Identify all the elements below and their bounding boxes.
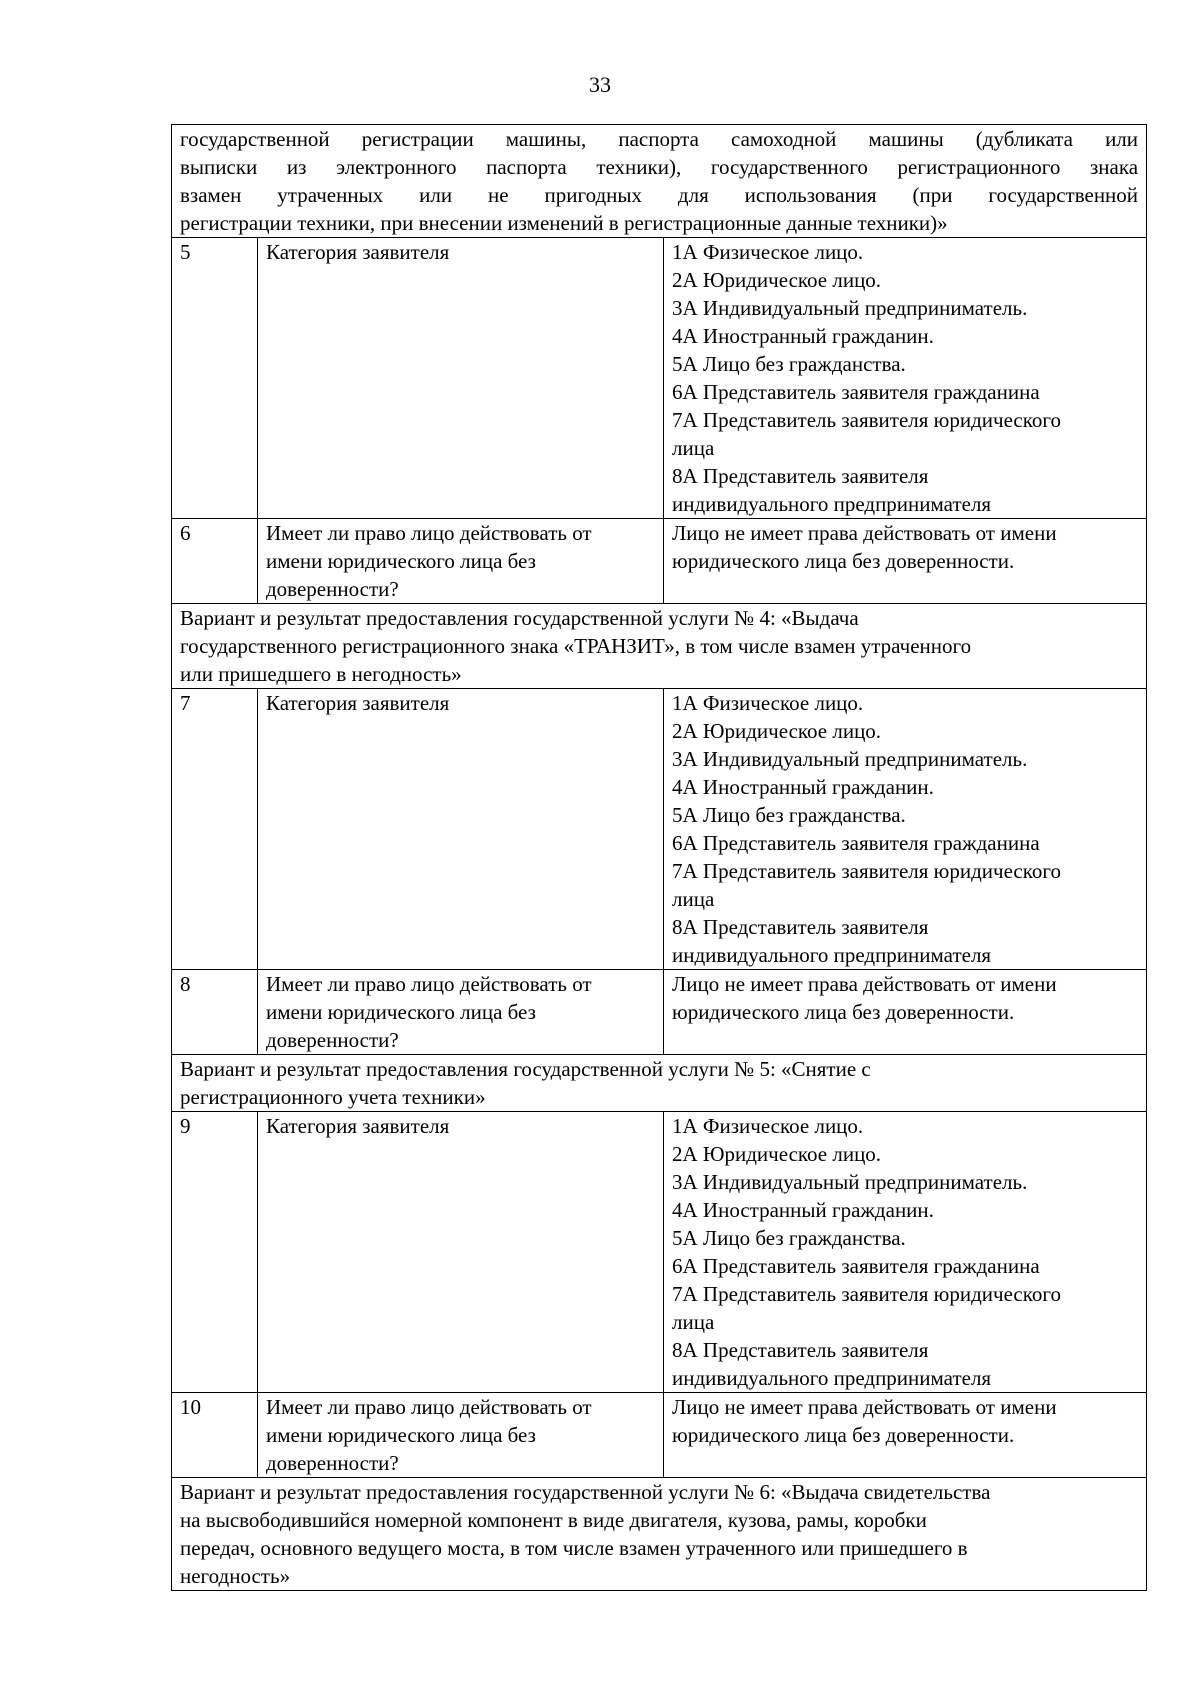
value-line: 3А Индивидуальный предприниматель. — [672, 1170, 1028, 1194]
intro-line: государственной регистрации машины, паспорта самоходной машины (дубликата или — [180, 127, 1139, 151]
variant-line: или пришедшего в негодность» — [180, 662, 462, 686]
value-line: 2А Юридическое лицо. — [672, 268, 882, 292]
variant-heading — [172, 604, 1147, 689]
value-line: 1А Физическое лицо. — [672, 1114, 864, 1138]
value-line: 8А Представитель заявителя — [672, 915, 929, 939]
row-value — [664, 238, 1147, 519]
value-line: лица — [672, 887, 715, 911]
row-number: 7 — [172, 689, 258, 970]
table-row — [172, 1393, 1147, 1478]
row-number: 5 — [172, 238, 258, 519]
row-label: Категория заявителя — [258, 238, 664, 519]
variant-heading — [172, 1055, 1147, 1112]
label-line: доверенности? — [266, 1451, 399, 1475]
intro-line: взамен утраченных или не пригодных для использования (при государственной — [180, 183, 1139, 207]
label-line: доверенности? — [266, 577, 399, 601]
row-number: 10 — [172, 1393, 258, 1478]
value-line: юридического лица без доверенности. — [672, 549, 1015, 573]
table-row — [172, 238, 1147, 519]
value-line: Лицо не имеет права действовать от имени — [672, 1395, 1057, 1419]
row-value — [664, 689, 1147, 970]
row-value — [664, 970, 1147, 1055]
variant-line: Вариант и результат предоставления государственной услуги № 4: «Выдача — [180, 606, 859, 630]
regulation-table — [171, 124, 1147, 1591]
row-label — [258, 970, 664, 1055]
row-number: 6 — [172, 519, 258, 604]
table-row — [172, 519, 1147, 604]
variant-line: Вариант и результат предоставления государственной услуги № 6: «Выдача свидетельства — [180, 1480, 991, 1504]
value-line: 3А Индивидуальный предприниматель. — [672, 747, 1028, 771]
value-line: 6А Представитель заявителя гражданина — [672, 380, 1040, 404]
value-line: Лицо не имеет права действовать от имени — [672, 521, 1057, 545]
row-number: 9 — [172, 1112, 258, 1393]
row-label: Категория заявителя — [258, 689, 664, 970]
variant-line: негодность» — [180, 1564, 291, 1588]
value-line: 7А Представитель заявителя юридического — [672, 1282, 1061, 1306]
page-number: 33 — [589, 72, 611, 97]
value-line: 2А Юридическое лицо. — [672, 1142, 882, 1166]
value-line: лица — [672, 436, 715, 460]
value-line: 8А Представитель заявителя — [672, 1338, 929, 1362]
value-line: юридического лица без доверенности. — [672, 1000, 1015, 1024]
intro-line: выписки из электронного паспорта техники), государственного регистрационного знака — [180, 155, 1139, 179]
value-line: 6А Представитель заявителя гражданина — [672, 1254, 1040, 1278]
value-line: 7А Представитель заявителя юридического — [672, 408, 1061, 432]
row-value — [664, 1393, 1147, 1478]
value-line: 4А Иностранный гражданин. — [672, 775, 934, 799]
intro-line: регистрации техники, при внесении изменений в регистрационные данные техники)» — [180, 211, 948, 235]
value-line: 7А Представитель заявителя юридического — [672, 859, 1061, 883]
value-line: 4А Иностранный гражданин. — [672, 324, 934, 348]
value-line: лица — [672, 1310, 715, 1334]
intro-text-cell — [172, 125, 1147, 238]
value-line: 5А Лицо без гражданства. — [672, 352, 906, 376]
variant-row — [172, 604, 1147, 689]
value-line: 3А Индивидуальный предприниматель. — [672, 296, 1028, 320]
value-line: индивидуального предпринимателя — [672, 943, 992, 967]
label-line: имени юридического лица без — [266, 1423, 536, 1447]
row-label — [258, 1393, 664, 1478]
value-line: 5А Лицо без гражданства. — [672, 1226, 906, 1250]
label-line: Имеет ли право лицо действовать от — [266, 521, 592, 545]
variant-heading — [172, 1478, 1147, 1591]
value-line: 1А Физическое лицо. — [672, 691, 864, 715]
row-value — [664, 1112, 1147, 1393]
label-line: Имеет ли право лицо действовать от — [266, 972, 592, 996]
value-line: 5А Лицо без гражданства. — [672, 803, 906, 827]
table-row — [172, 689, 1147, 970]
variant-line: Вариант и результат предоставления государственной услуги № 5: «Снятие с — [180, 1057, 871, 1081]
value-line: 2А Юридическое лицо. — [672, 719, 882, 743]
row-label — [258, 519, 664, 604]
table-row — [172, 1112, 1147, 1393]
row-number: 8 — [172, 970, 258, 1055]
label-line: имени юридического лица без — [266, 1000, 536, 1024]
value-line: 4А Иностранный гражданин. — [672, 1198, 934, 1222]
value-line: индивидуального предпринимателя — [672, 1366, 992, 1390]
intro-row — [172, 125, 1147, 238]
value-line: 8А Представитель заявителя — [672, 464, 929, 488]
label-line: доверенности? — [266, 1028, 399, 1052]
variant-row — [172, 1055, 1147, 1112]
table-row — [172, 970, 1147, 1055]
value-line: индивидуального предпринимателя — [672, 492, 992, 516]
variant-line: регистрационного учета техники» — [180, 1085, 486, 1109]
value-line: 6А Представитель заявителя гражданина — [672, 831, 1040, 855]
variant-line: государственного регистрационного знака «ТРАНЗИТ», в том числе взамен утраченного — [180, 634, 972, 658]
label-line: имени юридического лица без — [266, 549, 536, 573]
variant-line: на высвободившийся номерной компонент в виде двигателя, кузова, рамы, коробки — [180, 1508, 927, 1532]
row-label: Категория заявителя — [258, 1112, 664, 1393]
label-line: Имеет ли право лицо действовать от — [266, 1395, 592, 1419]
value-line: 1А Физическое лицо. — [672, 240, 864, 264]
row-value — [664, 519, 1147, 604]
value-line: юридического лица без доверенности. — [672, 1423, 1015, 1447]
variant-line: передач, основного ведущего моста, в том числе взамен утраченного или пришедшего в — [180, 1536, 968, 1560]
value-line: Лицо не имеет права действовать от имени — [672, 972, 1057, 996]
variant-row — [172, 1478, 1147, 1591]
